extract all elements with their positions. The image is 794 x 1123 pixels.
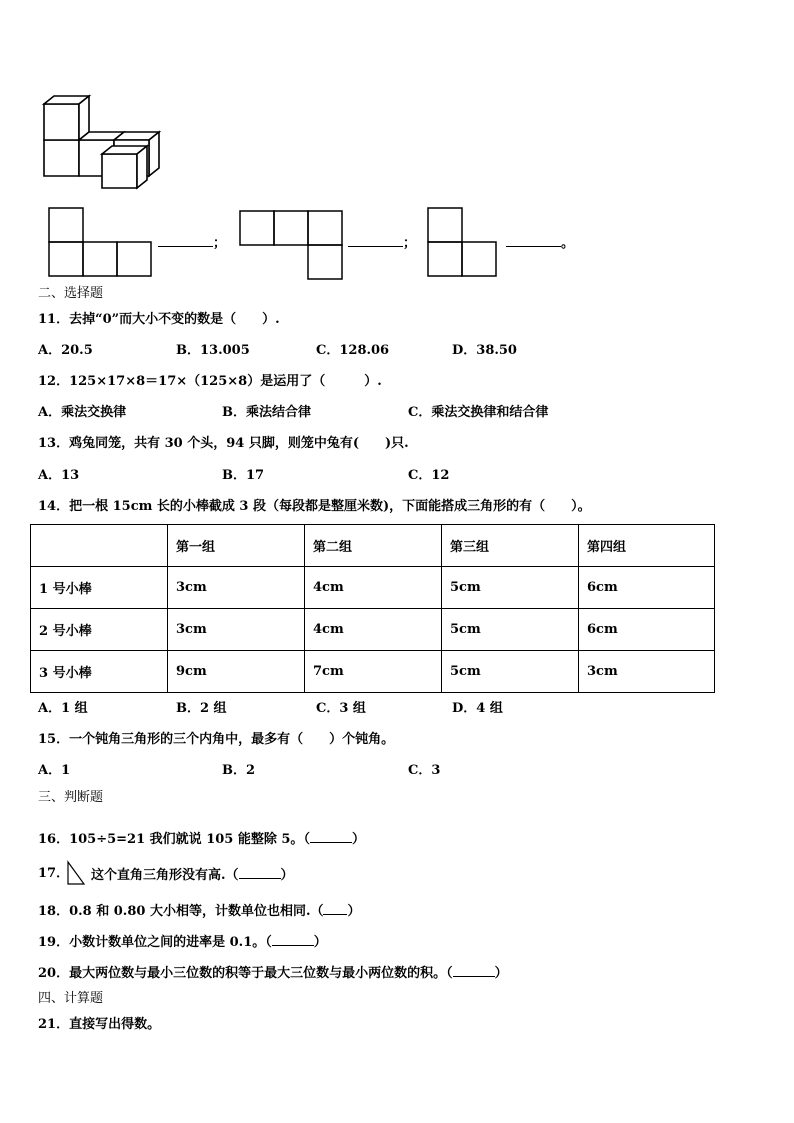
- view-2-figure: [239, 210, 343, 280]
- view-3-end: 。: [561, 236, 575, 251]
- table-cell: 4cm: [305, 567, 442, 609]
- table-row: [31, 567, 715, 609]
- q15-option-b[interactable]: B．2: [222, 763, 256, 778]
- q15-stem: 15．一个钝角三角形的三个内角中，最多有（ ）个钝角。: [38, 732, 395, 747]
- table-header-cell: [31, 525, 168, 567]
- q14-option-c[interactable]: C．3 组: [316, 701, 366, 716]
- q11-option-d[interactable]: D．38.50: [452, 343, 517, 358]
- q14-table: [30, 524, 715, 693]
- table-cell: 4cm: [305, 609, 442, 651]
- q12-option-a[interactable]: A．乘法交换律: [38, 405, 127, 420]
- q11-option-b[interactable]: B．13.005: [176, 343, 250, 358]
- q17-answer-blank[interactable]: [239, 866, 281, 879]
- view-1-answer-blank[interactable]: [158, 234, 213, 247]
- q15-option-a[interactable]: A．1: [38, 763, 71, 778]
- q13-option-c[interactable]: C．12: [408, 468, 450, 483]
- table-cell: 3 号小棒: [31, 651, 168, 693]
- table-cell: 3cm: [579, 651, 715, 693]
- table-cell: 5cm: [442, 651, 579, 693]
- cube-stack-figure: [40, 92, 170, 192]
- q20-line: [38, 964, 508, 982]
- table-cell: 6cm: [579, 567, 715, 609]
- q15-option-c[interactable]: C．3: [408, 763, 441, 778]
- table-header-cell: 第四组: [579, 525, 715, 567]
- table-cell: 5cm: [442, 567, 579, 609]
- table-header-cell: 第三组: [442, 525, 579, 567]
- q11-option-a[interactable]: A．20.5: [38, 343, 93, 358]
- table-cell: 2 号小棒: [31, 609, 168, 651]
- q20-answer-blank[interactable]: [453, 964, 495, 977]
- q13-stem: 13．鸡兔同笼，共有 30 个头，94 只脚，则笼中兔有( )只.: [38, 436, 409, 451]
- table-cell: 6cm: [579, 609, 715, 651]
- q12-option-c[interactable]: C．乘法交换律和结合律: [408, 405, 549, 420]
- table-row: [31, 651, 715, 693]
- q13-option-b[interactable]: B．17: [222, 468, 265, 483]
- q20-close: ）: [494, 966, 508, 981]
- q18-answer-blank[interactable]: [323, 902, 347, 915]
- q17-line: [91, 866, 294, 884]
- q20-stem: 20．最大两位数与最小三位数的积等于最大三位数与最小两位数的积。（: [38, 966, 453, 981]
- table-row: [31, 609, 715, 651]
- table-cell: 7cm: [305, 651, 442, 693]
- q17-number: 17．: [38, 866, 70, 881]
- q19-line: [38, 933, 327, 951]
- q16-answer-blank[interactable]: [310, 830, 352, 843]
- q14-option-a[interactable]: A．1 组: [38, 701, 88, 716]
- q18-stem: 18．0.8 和 0.80 大小相等，计数单位也相同.（: [38, 904, 324, 919]
- q16-line: [38, 830, 365, 848]
- right-triangle-icon: [66, 860, 86, 886]
- view-2-separator: ；: [403, 236, 417, 251]
- q16-open: （: [303, 832, 310, 847]
- view-2-answer-blank[interactable]: [348, 234, 403, 247]
- q21-stem: 21．直接写出得数。: [38, 1017, 161, 1032]
- view-1-separator: ；: [213, 236, 227, 251]
- table-cell: 9cm: [168, 651, 305, 693]
- table-header-cell: 第一组: [168, 525, 305, 567]
- q19-answer-blank[interactable]: [272, 933, 314, 946]
- q11-stem: 11．去掉“0”而大小不变的数是（ ）.: [38, 312, 280, 327]
- q14-option-b[interactable]: B．2 组: [176, 701, 227, 716]
- q17-stem: 这个直角三角形没有高.（: [91, 868, 239, 883]
- section-4-title: 四、计算题: [38, 991, 104, 1006]
- q11-option-c[interactable]: C．128.06: [316, 343, 390, 358]
- table-header-cell: 第二组: [305, 525, 442, 567]
- q14-stem: 14．把一根 15cm 长的小棒截成 3 段（每段都是整厘米数)，下面能搭成三角形的有（ ）。: [38, 499, 591, 514]
- q12-stem: 12．125×17×8＝17×（125×8）是运用了（ ）.: [38, 374, 382, 389]
- q13-option-a[interactable]: A．13: [38, 468, 80, 483]
- table-cell: 5cm: [442, 609, 579, 651]
- q18-close: ）: [347, 904, 361, 919]
- q19-close: ）: [313, 935, 327, 950]
- q16-close: ）: [351, 832, 365, 847]
- q17-close: ）: [280, 868, 294, 883]
- table-cell: 3cm: [168, 567, 305, 609]
- section-3-title: 三、判断题: [38, 790, 104, 805]
- table-cell: 1 号小棒: [31, 567, 168, 609]
- view-1-figure: [48, 207, 152, 277]
- section-2-title: 二、选择题: [38, 286, 104, 301]
- table-header-row: [31, 525, 715, 567]
- view-3-answer-blank[interactable]: [506, 234, 561, 247]
- q16-stem: 16．105÷5=21 我们就说 105 能整除 5。: [38, 832, 304, 847]
- q18-line: [38, 902, 361, 920]
- table-cell: 3cm: [168, 609, 305, 651]
- view-3-figure: [427, 207, 497, 277]
- q12-option-b[interactable]: B．乘法结合律: [222, 405, 311, 420]
- q14-option-d[interactable]: D．4 组: [452, 701, 503, 716]
- q19-stem: 19．小数计数单位之间的进率是 0.1。（: [38, 935, 272, 950]
